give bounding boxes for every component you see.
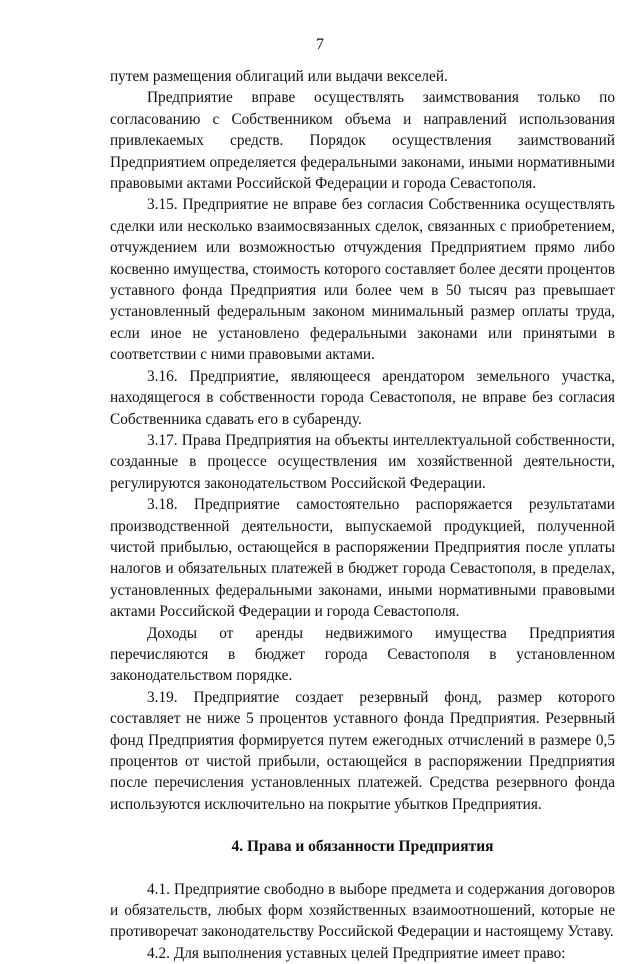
document-body: [110, 66, 615, 964]
clause-4-2: 4.2. Для выполнения уставных целей Предприятие имеет право:: [147, 944, 566, 962]
section-heading: 4. Права и обязанности Предприятия: [231, 838, 494, 856]
paragraph-borrowing: Предприятие вправе осуществлять заимствования только по согласованию с Собственником объема и направлений использования привлекаемых средств. Порядок осуществления заимствований Предприятием определяется федеральными законами, иными нормативными правовыми актами Российской Федерации и города Севастополя.: [110, 89, 615, 193]
page-number: 7: [316, 36, 324, 53]
clause-3-15: 3.15. Предприятие не вправе без согласия Собственника осуществлять сделки или несколько взаимосвязанных сделок, связанных с приобретением, отчуждением или возможностью отчуждения Предприятием прямо либо косвенно имущества, стоимость которого составляет более десяти процентов уставного фонда Предприятия или более чем в 50 тысяч раз превышает установленный федеральным законом минимальный размер оплаты труда, если иное не установлено федеральными законами или принятыми в соответствии с ними правовыми актами.: [110, 196, 615, 364]
clause-3-17: 3.17. Права Предприятия на объекты интеллектуальной собственности, созданные в процессе осуществления им хозяйственной деятельности, регулируются законодательством Российской Федерации.: [110, 431, 615, 492]
clause-3-18: 3.18. Предприятие самостоятельно распоряжается результатами производственной деятельности, выпускаемой продукцией, полученной чистой прибылью, остающейся в распоряжении Предприятия после уплаты налогов и обязательных платежей в бюджет города Севастополя, в пределах, установленных федеральными законами, иными нормативными правовыми актами Российской Федерации и города Севастополя.: [110, 496, 615, 621]
paragraph-rent-income: Доходы от аренды недвижимого имущества Предприятия перечисляются в бюджет города Севастополя в установленном законодательством порядке.: [110, 624, 615, 685]
clause-4-1: 4.1. Предприятие свободно в выборе предмета и содержания договоров и обязательств, любых форм хозяйственных взаимоотношений, которые не противоречат законодательству Российской Федерации и настоящему Уставу.: [110, 880, 615, 941]
paragraph-continuation: путем размещения облигаций или выдачи векселей.: [110, 68, 448, 85]
clause-3-16: 3.16. Предприятие, являющееся арендатором земельного участка, находящегося в собственности города Севастополя, не вправе без согласия Собственника сдавать его в субаренду.: [110, 367, 615, 428]
clause-3-19: 3.19. Предприятие создает резервный фонд, размер которого составляет не ниже 5 процентов уставного фонда Предприятия. Резервный фонд Предприятия формируется путем ежегодных отчислений в размере 0,5 процентов от чистой прибыли, остающейся в распоряжении Предприятия после перечисления установленных платежей. Средства резервного фонда используются исключительно на покрытие убытков Предприятия.: [110, 688, 615, 813]
